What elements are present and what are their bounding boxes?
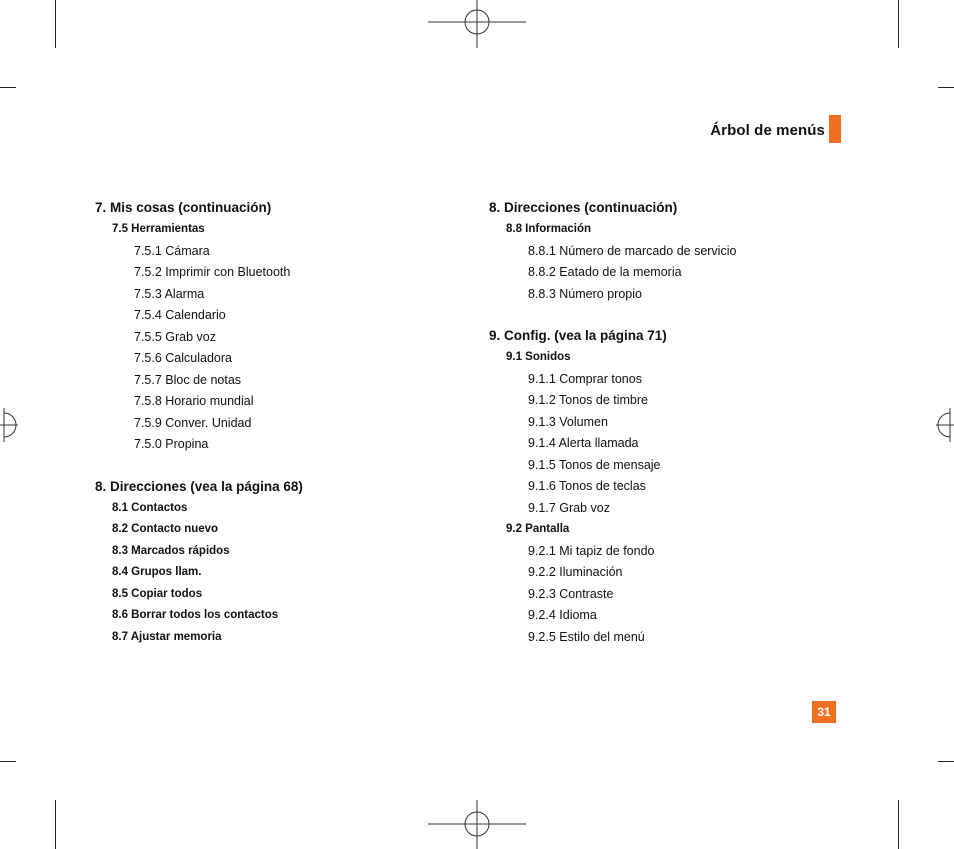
menu-item: 9.1.1 Comprar tonos (528, 371, 642, 386)
section-heading: 8. Direcciones (continuación) (489, 200, 678, 215)
crop-mark (938, 87, 954, 88)
menu-item: 8.8.2 Eatado de la memoria (528, 265, 682, 279)
menu-item: 9.1.3 Volumen (528, 414, 608, 429)
crop-mark (55, 0, 56, 48)
menu-item: 9.2.3 Contraste (528, 586, 614, 601)
menu-item: 8.8.1 Número de marcado de servicio (528, 243, 737, 258)
menu-item: 9.2.2 Iluminación (528, 565, 623, 579)
menu-item: 9.2.4 Idioma (528, 608, 597, 622)
menu-item: 7.5.3 Alarma (134, 286, 205, 301)
menu-item: 7.5.1 Cámara (134, 243, 210, 258)
registration-mark-right (936, 400, 954, 450)
submenu-heading: 8.4 Grupos llam. (112, 566, 202, 578)
section-heading: 7. Mis cosas (continuación) (95, 200, 272, 215)
submenu-heading: 8.6 Borrar todos los contactos (112, 609, 279, 621)
submenu-heading: 8.5 Copiar todos (112, 587, 203, 600)
registration-mark-top (428, 0, 526, 48)
submenu-heading: 7.5 Herramientas (112, 223, 205, 235)
section-heading: 8. Direcciones (vea la página 68) (95, 478, 303, 494)
menu-item: 9.1.4 Alerta llamada (528, 436, 639, 450)
crop-mark (898, 800, 899, 849)
menu-item: 9.2.5 Estilo del menú (528, 629, 645, 644)
section-heading: 9. Config. (vea la página 71) (489, 328, 667, 343)
menu-item: 9.1.6 Tonos de teclas (528, 479, 646, 493)
submenu-heading: 9.1 Sonidos (506, 351, 571, 363)
menu-item: 7.5.4 Calendario (134, 308, 226, 322)
menu-item: 8.8.3 Número propio (528, 286, 642, 301)
crop-mark (0, 761, 16, 762)
menu-item: 9.1.5 Tonos de mensaje (528, 457, 661, 472)
menu-item: 7.5.7 Bloc de notas (134, 372, 242, 387)
crop-mark (0, 87, 16, 88)
submenu-heading: 9.2 Pantalla (506, 523, 570, 535)
menu-item: 7.5.0 Propina (134, 437, 209, 451)
crop-mark (938, 761, 954, 762)
spacer (489, 305, 889, 326)
left-column (95, 198, 495, 648)
menu-item: 9.1.2 Tonos de timbre (528, 393, 648, 407)
submenu-heading: 8.2 Contacto nuevo (112, 523, 219, 535)
header-accent-bar (829, 115, 841, 143)
menu-item: 7.5.6 Calculadora (134, 351, 232, 365)
menu-item: 9.2.1 Mi tapiz de fondo (528, 543, 655, 558)
menu-item: 9.1.7 Grab voz (528, 500, 610, 515)
right-column (489, 198, 889, 648)
menu-item: 7.5.8 Horario mundial (134, 394, 254, 408)
crop-mark (55, 800, 56, 849)
registration-mark-left (0, 400, 18, 450)
crop-mark (898, 0, 899, 48)
submenu-heading: 8.7 Ajustar memoria (112, 630, 222, 643)
menu-item: 7.5.2 Imprimir con Bluetooth (134, 265, 291, 279)
submenu-heading: 8.8 Información (506, 223, 591, 235)
page-header-title: Árbol de menús (710, 122, 825, 139)
page-number: 31 (812, 701, 836, 723)
menu-item: 7.5.5 Grab voz (134, 329, 216, 344)
spacer (95, 456, 495, 477)
menu-item: 7.5.9 Conver. Unidad (134, 415, 252, 430)
submenu-heading: 8.1 Contactos (112, 501, 188, 514)
registration-mark-bottom (428, 800, 526, 849)
submenu-heading: 8.3 Marcados rápidos (112, 544, 230, 557)
